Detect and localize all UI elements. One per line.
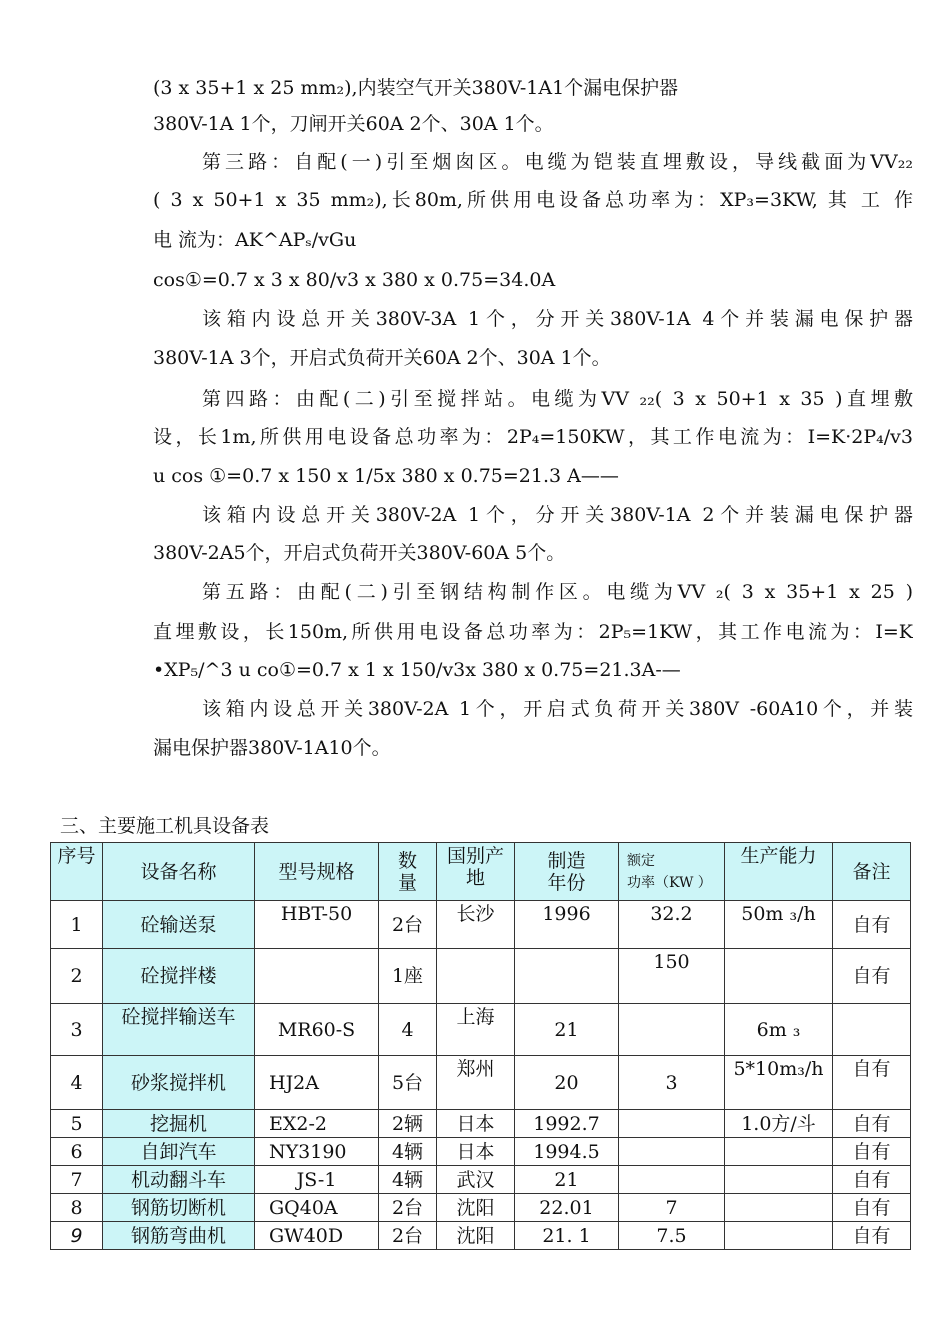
table-row <box>51 1056 911 1110</box>
header-qty-line2: 量 <box>397 871 417 894</box>
cell-note: 自有 <box>833 1222 911 1250</box>
cell-year: 21. 1 <box>515 1222 619 1250</box>
cell-note: 自有 <box>833 1194 911 1222</box>
cell-seq: 6 <box>51 1138 103 1166</box>
cell-name: 砼输送泵 <box>103 901 255 949</box>
cell-capacity <box>725 1222 833 1250</box>
text-line: 第四路：由配(二)引至搅拌站。电缆为VV ₂₂( 3 x 50+1 x 35 )直埋敷 <box>202 388 913 410</box>
header-origin-line1: 国别产 <box>446 845 504 867</box>
cell-seq: 1 <box>51 901 103 949</box>
cell-power: 7.5 <box>619 1222 725 1250</box>
text-line: 该箱内设总开关380V-3A 1个，分开关380V-1A 4个并装漏电保护器 <box>202 308 913 330</box>
cell-model: HBT-50 <box>255 901 379 949</box>
text-line: 380V-1A 1个，刀闸开关60A 2个、30A 1个。 <box>153 113 554 135</box>
cell-name: 砼搅拌输送车 <box>103 1004 255 1056</box>
text-line: cos①=0.7 x 3 x 80/v3 x 380 x 0.75=34.0A <box>153 269 556 291</box>
cell-model <box>255 949 379 1004</box>
cell-qty: 5台 <box>379 1056 437 1110</box>
cell-capacity <box>725 1138 833 1166</box>
text-line: 380V-1A 3个，开启式负荷开关60A 2个、30A 1个。 <box>153 347 611 369</box>
table-row <box>51 1166 911 1194</box>
cell-power: 150 <box>619 949 725 1004</box>
text-line: 该箱内设总开关380V-2A 1个，开启式负荷开关380V -60A10个，并装 <box>202 698 913 720</box>
cell-capacity: 6m ₃ <box>725 1004 833 1056</box>
cell-power <box>619 1166 725 1194</box>
header-seq: 序号 <box>51 843 103 901</box>
cell-seq: 2 <box>51 949 103 1004</box>
cell-origin: 沈阳 <box>437 1222 515 1250</box>
cell-origin: 上海 <box>437 1004 515 1056</box>
cell-note: 自有 <box>833 1138 911 1166</box>
header-year-line2: 年份 <box>547 871 586 894</box>
header-power-line1: 额定 <box>627 852 655 869</box>
cell-origin <box>437 949 515 1004</box>
table-row <box>51 1194 911 1222</box>
cell-capacity <box>725 1194 833 1222</box>
text-line: 第三路：自配(一)引至烟囱区。电缆为铠装直埋敷设，导线截面为VV₂₂ <box>202 151 913 173</box>
cell-power <box>619 1110 725 1138</box>
cell-year: 22.01 <box>515 1194 619 1222</box>
table-header-row <box>51 843 911 901</box>
cell-capacity <box>725 1166 833 1194</box>
cell-model: EX2-2 <box>255 1110 379 1138</box>
table-row <box>51 1004 911 1056</box>
cell-power: 3 <box>619 1056 725 1110</box>
text-line: u cos ①=0.7 x 150 x 1/5x 380 x 0.75=21.3 A—— <box>153 465 619 487</box>
cell-name: 砼搅拌楼 <box>103 949 255 1004</box>
text-line: 漏电保护器380V-1A10个。 <box>153 737 391 759</box>
text-line: •XP₅/^3 u co①=0.7 x 1 x 150/v3x 380 x 0.75=21.3A-— <box>153 659 681 681</box>
cell-seq: 3 <box>51 1004 103 1056</box>
header-origin <box>437 843 515 901</box>
cell-qty: 4辆 <box>379 1138 437 1166</box>
cell-name: 挖掘机 <box>103 1110 255 1138</box>
header-year <box>515 843 619 901</box>
cell-seq: 7 <box>51 1166 103 1194</box>
cell-qty: 2台 <box>379 1222 437 1250</box>
cell-year: 21 <box>515 1166 619 1194</box>
cell-origin: 长沙 <box>437 901 515 949</box>
text-line: 该箱内设总开关380V-2A 1个，分开关380V-1A 2个并装漏电保护器 <box>202 504 913 526</box>
table-row <box>51 901 911 949</box>
cell-note: 自有 <box>833 1056 911 1110</box>
cell-seq: 5 <box>51 1110 103 1138</box>
cell-origin: 沈阳 <box>437 1194 515 1222</box>
table-row <box>51 1138 911 1166</box>
header-qty <box>379 843 437 901</box>
cell-year: 1996 <box>515 901 619 949</box>
header-note: 备注 <box>833 843 911 901</box>
cell-year: 21 <box>515 1004 619 1056</box>
header-capacity: 生产能力 <box>725 843 833 901</box>
header-power-line2: 功率（KW ） <box>627 874 712 891</box>
cell-qty: 4辆 <box>379 1166 437 1194</box>
header-year-line1: 制造 <box>547 849 586 872</box>
cell-model: GW40D <box>255 1222 379 1250</box>
cell-name: 钢筋切断机 <box>103 1194 255 1222</box>
cell-year <box>515 949 619 1004</box>
cell-model: HJ2A <box>255 1056 379 1110</box>
cell-name: 钢筋弯曲机 <box>103 1222 255 1250</box>
cell-capacity: 5*10m₃/h <box>725 1056 833 1110</box>
text-line: 电 流为：AK^APₛ/vGu <box>153 229 357 251</box>
table-row <box>51 1222 911 1250</box>
cell-note: 自有 <box>833 1166 911 1194</box>
table-row <box>51 949 911 1004</box>
cell-model: MR60-S <box>255 1004 379 1056</box>
header-qty-line1: 数 <box>397 849 417 872</box>
cell-origin: 武汉 <box>437 1166 515 1194</box>
text-line: 设，长1m,所供用电设备总功率为：2P₄=150KW，其工作电流为：I=K·2P₄/v3 <box>153 426 913 448</box>
header-origin-line2: 地 <box>465 867 485 889</box>
cell-power <box>619 1004 725 1056</box>
cell-qty: 2台 <box>379 1194 437 1222</box>
cell-qty: 2辆 <box>379 1110 437 1138</box>
cell-capacity: 1.0方/斗 <box>725 1110 833 1138</box>
cell-seq: 4 <box>51 1056 103 1110</box>
text-line: 380V-2A5个，开启式负荷开关380V-60A 5个。 <box>153 542 566 564</box>
cell-qty: 2台 <box>379 901 437 949</box>
cell-name: 自卸汽车 <box>103 1138 255 1166</box>
cell-note: 自有 <box>833 949 911 1004</box>
cell-model: GQ40A <box>255 1194 379 1222</box>
header-model: 型号规格 <box>255 843 379 901</box>
header-name: 设备名称 <box>103 843 255 901</box>
cell-power: 32.2 <box>619 901 725 949</box>
cell-model: JS-1 <box>255 1166 379 1194</box>
cell-note: 自有 <box>833 901 911 949</box>
cell-year: 20 <box>515 1056 619 1110</box>
cell-note <box>833 1004 911 1056</box>
cell-power: 7 <box>619 1194 725 1222</box>
cell-qty: 4 <box>379 1004 437 1056</box>
equipment-table <box>50 842 911 1250</box>
text-line: 直埋敷设，长150m,所供用电设备总功率为：2P₅=1KW，其工作电流为：I=K <box>153 621 913 643</box>
table-title: 三、主要施工机具设备表 <box>60 815 270 837</box>
table-row <box>51 1110 911 1138</box>
cell-seq: 8 <box>51 1194 103 1222</box>
text-line: 第五路：由配(二)引至钢结构制作区。电缆为VV ₂( 3 x 35+1 x 25 ) <box>202 581 913 603</box>
cell-seq: 9 <box>51 1222 103 1250</box>
cell-name: 机动翻斗车 <box>103 1166 255 1194</box>
cell-year: 1994.5 <box>515 1138 619 1166</box>
cell-capacity: 50m ₃/h <box>725 901 833 949</box>
cell-note: 自有 <box>833 1110 911 1138</box>
cell-capacity <box>725 949 833 1004</box>
cell-year: 1992.7 <box>515 1110 619 1138</box>
cell-origin: 日本 <box>437 1110 515 1138</box>
header-power <box>619 843 725 901</box>
text-line: ( 3 x 50+1 x 35 mm₂),长80m,所供用电设备总功率为：XP₃=3KW, 其 工 作 <box>153 189 913 211</box>
cell-qty: 1座 <box>379 949 437 1004</box>
cell-model: NY3190 <box>255 1138 379 1166</box>
cell-origin: 日本 <box>437 1138 515 1166</box>
text-line: (3 x 35+1 x 25 mm₂),内装空气开关380V-1A1个漏电保护器 <box>153 77 679 99</box>
cell-power <box>619 1138 725 1166</box>
cell-origin: 郑州 <box>437 1056 515 1110</box>
cell-name: 砂浆搅拌机 <box>103 1056 255 1110</box>
